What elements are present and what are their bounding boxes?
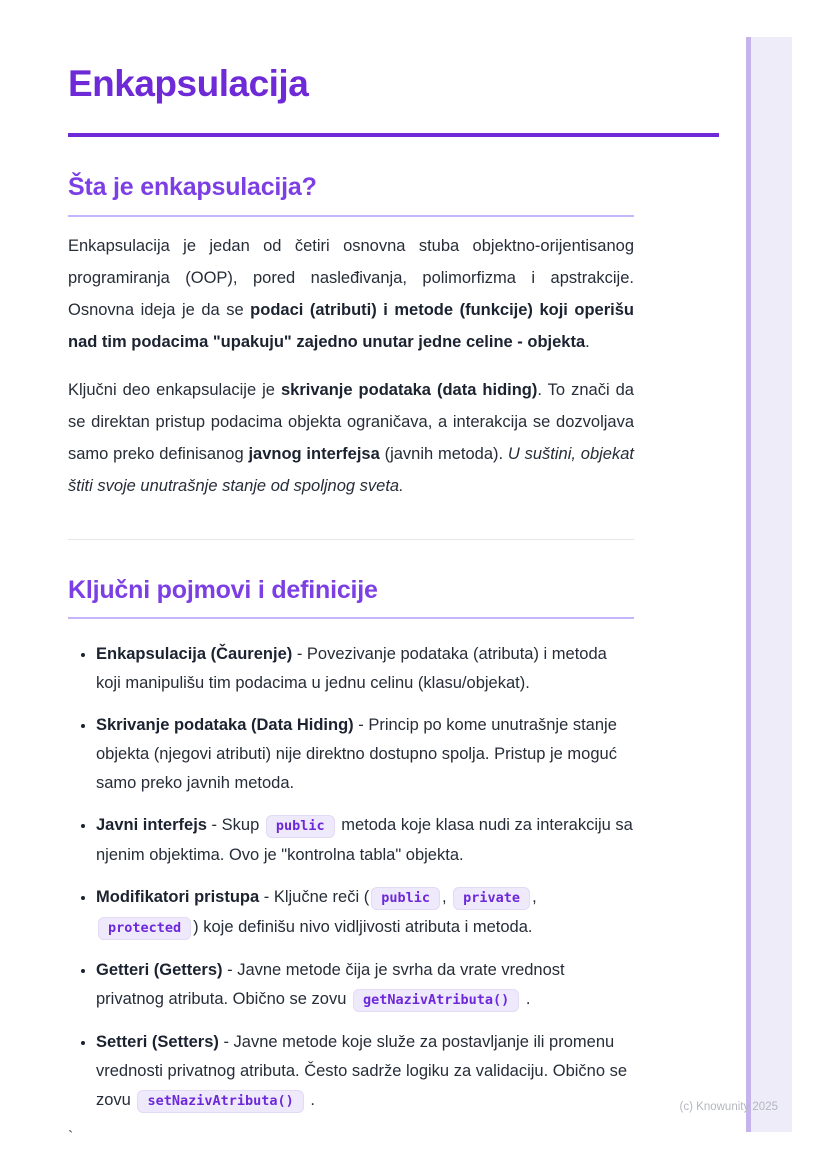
text-run: - Povezivanje podataka (atributa) i metoda koji manipulišu tim podacima u jednu celinu (klasu/objekat).: [96, 645, 607, 693]
bold-text: Enkapsulacija (Čaurenje): [96, 645, 293, 664]
text-run: .: [585, 332, 590, 351]
text-run: (javnih metoda).: [379, 444, 508, 463]
document-content: [68, 0, 634, 1147]
code-chip: public: [266, 815, 335, 838]
text-run: - Javne metode koje služe za postavljanje ili promenu vrednosti privatnog atributa. Često sadrže logiku za validaciju. Obično se zovu: [96, 1033, 628, 1110]
page-title: Enkapsulacija: [68, 63, 309, 104]
section-divider: [68, 539, 634, 540]
text-run: metoda koje klasa nudi za interakciju sa njenim objektima. Ovo je "kontrolna tabla" objekta.: [96, 816, 633, 865]
list-item: [96, 956, 634, 1015]
bold-text: javnog interfejsa: [248, 444, 380, 463]
bold-text: skrivanje podataka (data hiding): [280, 380, 538, 399]
text-run: .: [305, 1091, 315, 1110]
code-chip: private: [453, 887, 530, 910]
text-run: . To znači da se direktan pristup podacima objekta ograničava, a interakcija se dozvoljava samo preko definisanog: [68, 380, 634, 463]
code-chip: protected: [98, 917, 191, 940]
text-run: ,: [532, 888, 537, 907]
code-chip: public: [371, 887, 440, 910]
text-run: - Javne metode čija je svrha da vrate vrednost privatnog atributa. Obično se zovu: [96, 961, 565, 1009]
key-terms-list: [68, 640, 634, 1116]
text-run: ,: [441, 888, 452, 907]
title-rule: [68, 133, 719, 137]
italic-text: U suštini, objekat štiti svoje unutrašnje stanje od spoljnog sveta.: [68, 444, 634, 495]
bold-text: Skrivanje podataka (Data Hiding): [96, 716, 354, 735]
text-run: - Skup: [206, 816, 264, 835]
text-run: - Ključne reči (: [259, 888, 370, 907]
footer-copyright: (c) Knowunity 2025: [679, 1101, 778, 1113]
code-chip: getNazivAtributa(): [353, 989, 519, 1012]
list-item: [96, 883, 634, 943]
text-run: Ključni deo enkapsulacije je: [68, 380, 281, 399]
section-heading-key-terms: Ključni pojmovi i definicije: [68, 575, 378, 604]
section-heading-what-is: Šta je enkapsulacija?: [68, 173, 317, 202]
bold-text: Javni interfejs: [96, 816, 207, 835]
text-run: ) koje definišu nivo vidljivosti atributa i metoda.: [193, 918, 533, 937]
code-chip: setNazivAtributa(): [137, 1090, 303, 1113]
text-run: .: [521, 990, 531, 1009]
bold-text: Modifikatori pristupa: [96, 888, 260, 907]
list-item: [96, 1028, 634, 1116]
page-edge-stripe: [746, 37, 792, 1132]
bold-text: podaci (atributi) i metode (funkcije) koji operišu nad tim podacima "upakuju" zajedno unutar jedne celine - objekta: [68, 300, 634, 351]
text-run: - Princip po kome unutrašnje stanje objekta (njegovi atributi) nije direktno dostupno spolja. Pristup je moguć samo preko javnih metoda.: [96, 716, 617, 793]
bold-text: Getteri (Getters): [96, 961, 223, 980]
stray-backtick: `: [68, 1129, 74, 1147]
text-run: Enkapsulacija je jedan od četiri osnovna stuba objektno-orijentisanog programiranja (OOP), pored nasleđivanja, polimorfizma i apstrakcije. Osnovna ideja je da se: [68, 236, 634, 319]
list-item: [96, 811, 634, 870]
list-item: [96, 640, 634, 698]
heading-underline: [68, 215, 634, 217]
heading-underline: [68, 617, 634, 619]
intro-paragraph-2: [68, 374, 634, 502]
intro-paragraph-1: [68, 230, 634, 358]
list-item: [96, 711, 634, 798]
bold-text: Setteri (Setters): [96, 1033, 219, 1052]
